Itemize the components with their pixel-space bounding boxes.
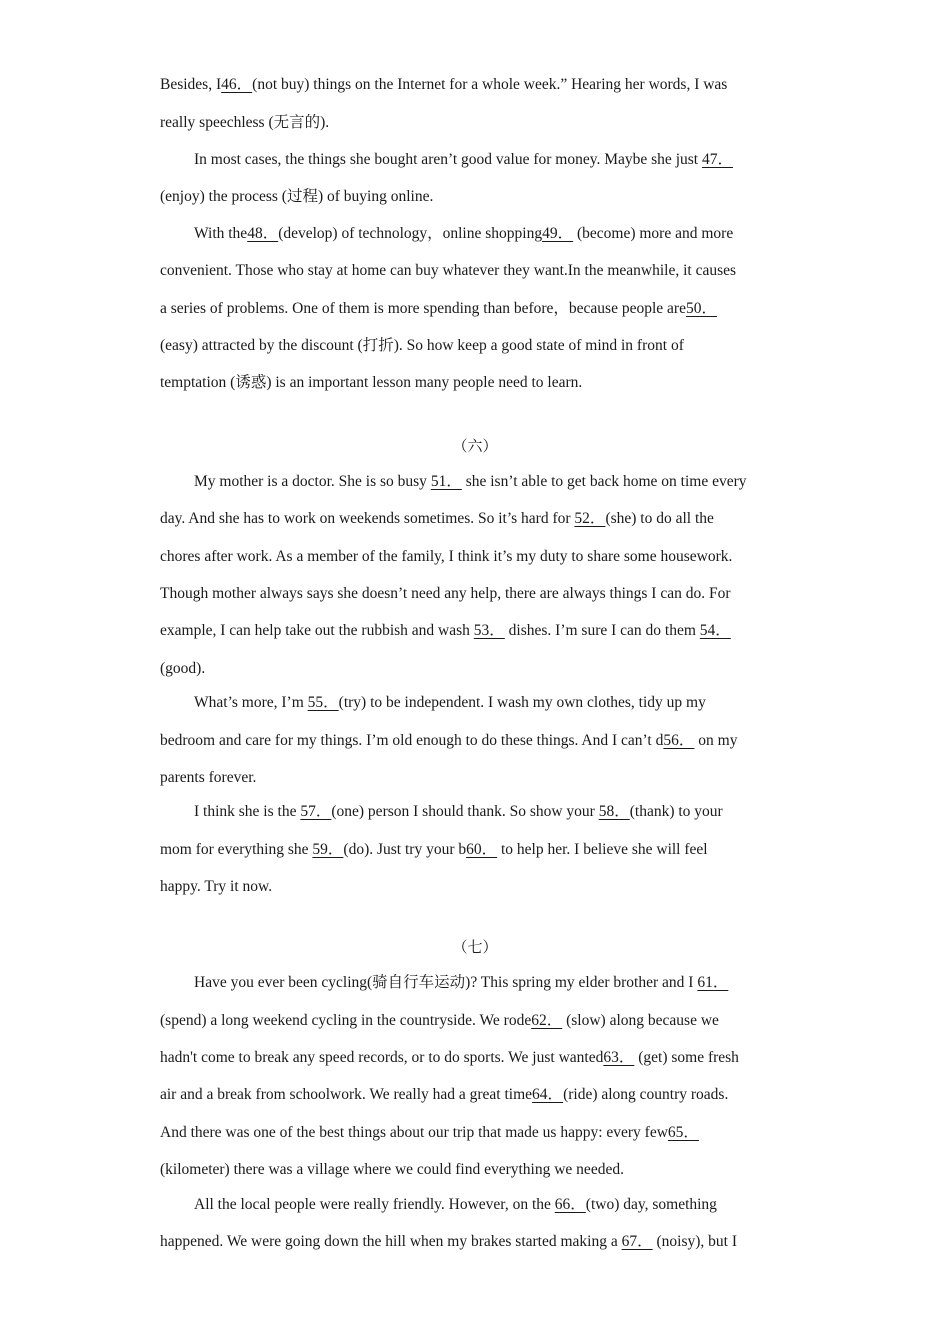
passage-text: convenient. Those who stay at home can buy whatever they want.In the meanwhile, it causes xyxy=(160,262,737,279)
passage-text: (get) some fresh xyxy=(634,1049,739,1066)
passage-text: air and a break from schoolwork. We really had a great time xyxy=(160,1086,533,1103)
passage6-line xyxy=(160,840,708,860)
passage-text: (slow) along because we xyxy=(562,1012,719,1029)
passage-text: (two) day, something xyxy=(585,1196,717,1213)
answer-blank[interactable]: 56． xyxy=(663,732,695,749)
passage7-line xyxy=(160,1160,624,1180)
passage-text: (develop) of technology，online shopping xyxy=(278,225,543,242)
passage-text: (easy) attracted by the discount (打折). So how keep a good state of mind in front of xyxy=(160,337,684,354)
passage-text: she isn’t able to get back home on time every xyxy=(461,473,747,490)
passage-text: (ride) along country roads. xyxy=(563,1086,729,1103)
answer-blank[interactable]: 63． xyxy=(603,1049,635,1066)
passage-text: really speechless (无言的). xyxy=(160,114,330,131)
section-heading-7: （七） xyxy=(452,940,498,956)
passage-text: My mother is a doctor. She is so busy xyxy=(194,473,431,490)
passage7-line xyxy=(160,1232,737,1252)
passage-text: (one) person I should thank. So show your xyxy=(331,803,599,820)
passage-text: With the xyxy=(194,225,248,242)
answer-blank[interactable]: 59． xyxy=(312,841,344,858)
answer-blank[interactable]: 52． xyxy=(574,510,606,527)
passage6-line xyxy=(160,621,731,641)
passage6-line xyxy=(194,472,747,492)
passage-text: (not buy) things on the Internet for a whole week.” Hearing her words, I was xyxy=(252,76,728,93)
passage5-line xyxy=(160,187,433,207)
passage-text: (enjoy) the process (过程) of buying online. xyxy=(160,188,434,205)
passage6-line xyxy=(160,877,272,897)
answer-blank[interactable]: 48． xyxy=(247,225,279,242)
answer-blank[interactable]: 47． xyxy=(701,151,733,168)
answer-blank[interactable]: 67． xyxy=(621,1233,653,1250)
passage-text: (kilometer) there was a village where we could find everything we needed. xyxy=(160,1161,624,1178)
passage-text: Have you ever been cycling(骑自行车运动)? This spring my elder brother and I xyxy=(194,974,698,991)
passage-text: (become) more and more xyxy=(573,225,734,242)
passage-text: happened. We were going down the hill when my brakes started making a xyxy=(160,1233,622,1250)
answer-blank[interactable]: 61． xyxy=(697,974,729,991)
passage-text: (noisy), but I xyxy=(652,1233,738,1250)
passage-text: temptation (诱惑) is an important lesson many people need to learn. xyxy=(160,374,583,391)
passage6-line xyxy=(160,659,205,679)
answer-blank[interactable]: 66． xyxy=(554,1196,586,1213)
passage-text: (good). xyxy=(160,660,206,677)
passage5-line xyxy=(160,113,329,133)
passage7-line xyxy=(160,1048,739,1068)
answer-blank[interactable]: 65． xyxy=(667,1124,699,1141)
answer-blank[interactable]: 57． xyxy=(300,803,332,820)
answer-blank[interactable]: 50． xyxy=(685,300,717,317)
passage6-line xyxy=(160,584,730,604)
passage-text: to help her. I believe she will feel xyxy=(497,841,708,858)
passage5-line xyxy=(160,336,684,356)
passage-text: a series of problems. One of them is more spending than before，because people are xyxy=(160,300,686,317)
answer-blank[interactable]: 55． xyxy=(307,694,339,711)
passage-text: (thank) to your xyxy=(629,803,723,820)
passage-text: dishes. I’m sure I can do them xyxy=(504,622,700,639)
passage-text: chores after work. As a member of the family, I think it’s my duty to share some housework. xyxy=(160,548,733,565)
passage-text: on my xyxy=(694,732,738,749)
passage7-line xyxy=(194,973,728,993)
passage5-line xyxy=(160,299,717,319)
passage-text: And there was one of the best things about our trip that made us happy: every few xyxy=(160,1124,668,1141)
passage6-line xyxy=(160,509,714,529)
passage-text: parents forever. xyxy=(160,769,257,786)
passage-text: happy. Try it now. xyxy=(160,878,273,895)
section-heading-6: （六） xyxy=(452,439,498,455)
answer-blank[interactable]: 58． xyxy=(598,803,630,820)
answer-blank[interactable]: 46． xyxy=(221,76,253,93)
passage-text: (do). Just try your b xyxy=(343,841,467,858)
passage-text: day. And she has to work on weekends sometimes. So it’s hard for xyxy=(160,510,575,527)
passage5-line xyxy=(160,75,727,95)
answer-blank[interactable]: 53． xyxy=(473,622,505,639)
passage-text: mom for everything she xyxy=(160,841,313,858)
answer-blank[interactable]: 54． xyxy=(699,622,731,639)
answer-blank[interactable]: 49． xyxy=(542,225,574,242)
passage5-line xyxy=(160,373,582,393)
passage-text: example, I can help take out the rubbish and wash xyxy=(160,622,474,639)
passage-text: What’s more, I’m xyxy=(194,694,308,711)
answer-blank[interactable]: 62． xyxy=(531,1012,563,1029)
passage7-line xyxy=(194,1195,717,1215)
passage7-line xyxy=(160,1123,699,1143)
passage7-line xyxy=(160,1011,719,1031)
passage5-line xyxy=(194,224,733,244)
answer-blank[interactable]: 64． xyxy=(532,1086,564,1103)
answer-blank[interactable]: 60． xyxy=(466,841,498,858)
passage5-line xyxy=(194,150,733,170)
passage6-line xyxy=(160,547,732,567)
passage6-line xyxy=(194,802,723,822)
passage-text: (she) to do all the xyxy=(605,510,714,527)
answer-blank[interactable]: 51． xyxy=(430,473,462,490)
passage6-line xyxy=(160,768,256,788)
passage-text: Besides, I xyxy=(160,76,222,93)
passage5-line xyxy=(160,261,736,281)
passage6-line xyxy=(194,693,706,713)
passage-text: bedroom and care for my things. I’m old enough to do these things. And I can’t d xyxy=(160,732,664,749)
passage-text: All the local people were really friendly. However, on the xyxy=(194,1196,555,1213)
passage-text: (try) to be independent. I wash my own clothes, tidy up my xyxy=(338,694,706,711)
passage-text: In most cases, the things she bought aren’t good value for money. Maybe she just xyxy=(194,151,702,168)
passage-text: (spend) a long weekend cycling in the countryside. We rode xyxy=(160,1012,532,1029)
passage-text: Though mother always says she doesn’t need any help, there are always things I can do. For xyxy=(160,585,731,602)
passage6-line xyxy=(160,731,737,751)
passage-text: hadn't come to break any speed records, or to do sports. We just wanted xyxy=(160,1049,604,1066)
passage-text: I think she is the xyxy=(194,803,301,820)
passage7-line xyxy=(160,1085,728,1105)
